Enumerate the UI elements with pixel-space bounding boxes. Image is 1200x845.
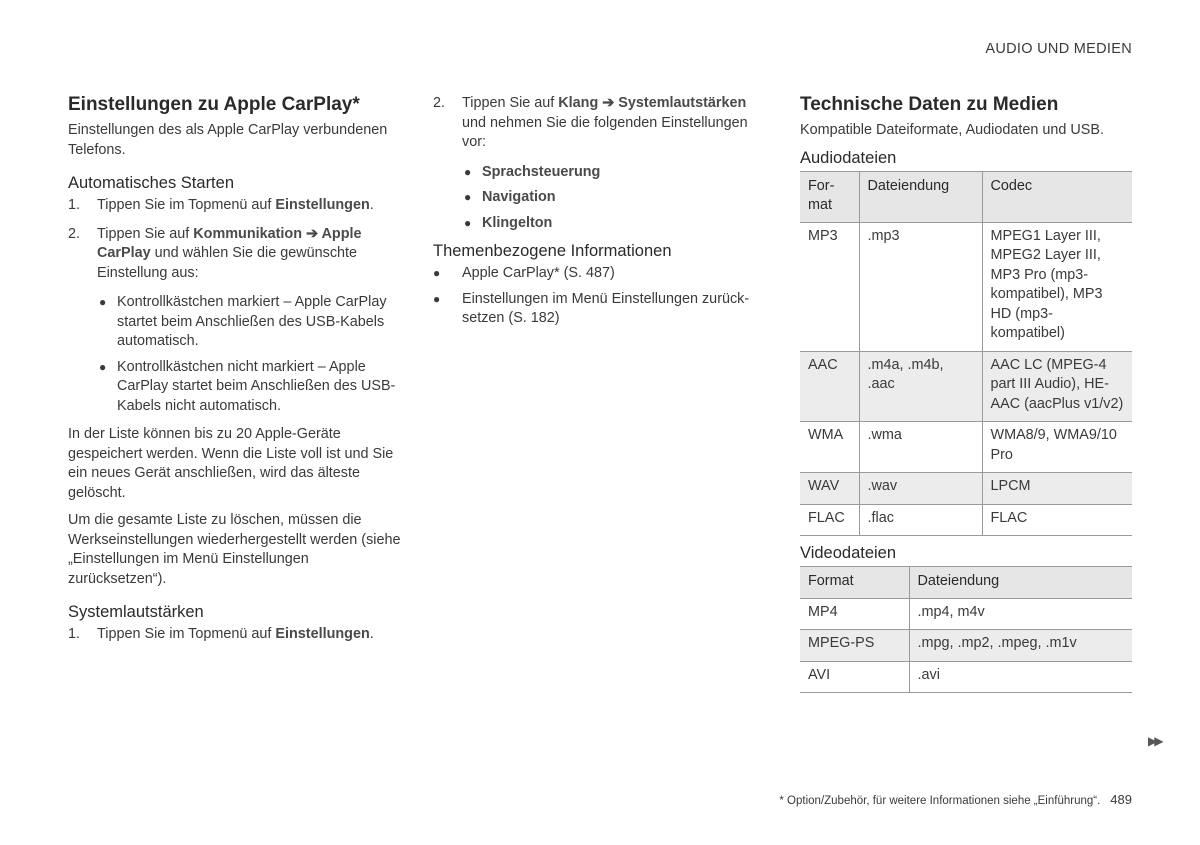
carplay-column-2: [433, 94, 769, 335]
table-cell: .m4a, .m4b, .aac: [859, 351, 982, 422]
bullet-icon: ●: [99, 295, 107, 309]
list-item: [462, 188, 769, 208]
step-number: 1.: [68, 197, 81, 213]
table-cell: AAC: [800, 351, 859, 422]
bullet-icon: ●: [464, 164, 472, 179]
column-header: Dateiendung: [909, 567, 1132, 599]
bullet-icon: ●: [464, 190, 472, 204]
table-cell: .mp4, m4v: [909, 598, 1132, 630]
table-cell: .avi: [909, 661, 1132, 693]
carplay-column-1: [68, 94, 402, 654]
carplay-title: Einstellungen zu Apple CarPlay*: [68, 94, 360, 115]
step-text: Tippen Sie im Topmenü auf: [97, 197, 276, 213]
step-text-end: .: [369, 197, 374, 213]
table-cell: MPEG1 Layer III, MPEG2 Layer III, MP3 Pro (mp3-kompatibel), MP3 HD (mp3-kompatibel): [982, 222, 1132, 351]
related-link-text[interactable]: Einstellungen im Menü Einstellungen zurücksetzen (S. 182): [462, 290, 750, 326]
table-cell: FLAC: [982, 504, 1132, 536]
table-cell: WMA: [800, 422, 859, 473]
auto-start-step-2: [68, 225, 402, 417]
related-heading: Themenbezogene Informationen: [433, 242, 672, 260]
reset-paragraph: Um die gesamte Liste zu löschen, müssen die Werkseinstellungen wiederhergestellt werden (siehe „Einstellungen im Menü Einstellungen zurücksetzen“).: [68, 512, 401, 587]
auto-start-heading: Automatisches Starten: [68, 174, 234, 192]
table-row: [800, 661, 1132, 693]
menu-path: Kommunikation ➔ Apple CarPlay: [97, 225, 362, 261]
step-number: 2.: [68, 225, 81, 242]
table-cell: MP4: [800, 598, 909, 630]
menu-path: Klang ➔ Systemlautstärken: [558, 95, 747, 111]
page-number: 489: [1110, 792, 1132, 807]
carplay-intro: Einstellungen des als Apple CarPlay verbundenen Telefons.: [68, 122, 388, 158]
bullet-icon: ●: [433, 291, 441, 306]
list-item: [97, 358, 402, 417]
step-text-end: und wählen Sie die gewünschte Einstellung aus:: [97, 245, 358, 281]
list-item-text: Kontrollkästchen markiert – Apple CarPlay startet beim Anschließen des USB-Kabels automatisch.: [117, 294, 387, 349]
step-text-end: und nehmen Sie die folgenden Einstellungen vor:: [462, 114, 748, 150]
column-header: Dateiendung: [859, 171, 982, 222]
table-cell: .mpg, .mp2, .mpeg, .m1v: [909, 630, 1132, 662]
bullet-icon: ●: [99, 359, 107, 374]
table-cell: AAC LC (MPEG-4 part III Audio), HE-AAC (aacPlus v1/v2): [982, 351, 1132, 422]
table-row: [800, 473, 1132, 505]
table-row: [800, 630, 1132, 662]
device-list-paragraph: In der Liste können bis zu 20 Apple-Geräte gespeichert werden. Wenn die Liste voll ist und Sie ein neues Gerät anschließen, wird das älteste gelöscht.: [68, 426, 394, 501]
table-row: [800, 351, 1132, 422]
volume-steps-cont: [433, 94, 769, 233]
continue-arrows-icon: ▶▶: [1148, 734, 1161, 748]
tech-column: [800, 94, 1132, 693]
volume-options: [462, 163, 769, 234]
related-links: [433, 264, 769, 329]
table-cell: WAV: [800, 473, 859, 505]
column-header: Format: [800, 567, 909, 599]
bullet-icon: ●: [433, 266, 441, 280]
option-label: Sprachsteuerung: [482, 163, 601, 180]
table-row: [800, 422, 1132, 473]
column-header: Format: [800, 171, 859, 222]
step-number: 2.: [433, 95, 446, 111]
step-text: Tippen Sie auf: [97, 225, 194, 242]
volume-heading: Systemlautstärken: [68, 603, 204, 621]
option-label: Navigation: [482, 189, 556, 205]
footnote: * Option/Zubehör, für weitere Informationen siehe „Einführung“.: [779, 795, 1101, 807]
table-header-row: [800, 171, 1132, 222]
table-cell: .wav: [859, 473, 982, 505]
table-cell: MP3: [800, 222, 859, 351]
step-text-end: .: [369, 626, 374, 642]
audio-table: [800, 171, 1132, 537]
table-cell: .mp3: [859, 222, 982, 351]
volume-step-2: [433, 94, 769, 233]
table-row: [800, 504, 1132, 536]
bullet-icon: ●: [464, 215, 472, 230]
list-item: [462, 163, 769, 183]
page-footer: [779, 792, 1132, 807]
table-cell: LPCM: [982, 473, 1132, 505]
table-header-row: [800, 567, 1132, 599]
related-link[interactable]: [433, 290, 769, 329]
list-item: [97, 293, 402, 352]
related-link-text[interactable]: Apple CarPlay* (S. 487): [462, 265, 615, 281]
related-link[interactable]: [433, 264, 769, 284]
table-row: [800, 222, 1132, 351]
column-header: Codec: [982, 171, 1132, 222]
step-number: 1.: [68, 626, 81, 642]
auto-start-steps: [68, 196, 402, 416]
video-table: [800, 566, 1132, 693]
auto-start-options: [97, 293, 402, 416]
table-cell: .flac: [859, 504, 982, 536]
audio-heading: Audiodateien: [800, 148, 897, 167]
tech-title: Technische Daten zu Medien: [800, 94, 1059, 115]
step-text: Tippen Sie auf: [462, 95, 559, 111]
menu-path: Einstellungen: [275, 197, 370, 213]
list-item: [462, 214, 769, 234]
video-heading: Videodateien: [800, 544, 897, 562]
option-label: Klingelton: [482, 214, 553, 231]
table-row: [800, 598, 1132, 630]
table-cell: AVI: [800, 661, 909, 693]
volume-step-1: [68, 625, 402, 645]
table-cell: FLAC: [800, 504, 859, 536]
table-cell: .wma: [859, 422, 982, 473]
volume-steps: [68, 625, 402, 645]
auto-start-step-1: [68, 196, 402, 216]
menu-path: Einstellungen: [275, 626, 370, 642]
section-title: AUDIO UND MEDIEN: [985, 41, 1132, 57]
table-cell: MPEG-PS: [800, 630, 909, 662]
list-item-text: Kontrollkästchen nicht markiert – Apple CarPlay startet beim Anschließen des USB-Kabels nicht automatisch.: [117, 358, 396, 414]
tech-intro: Kompatible Dateiformate, Audiodaten und USB.: [800, 122, 1104, 138]
table-cell: WMA8/9, WMA9/10 Pro: [982, 422, 1132, 473]
step-text: Tippen Sie im Topmenü auf: [97, 626, 276, 642]
